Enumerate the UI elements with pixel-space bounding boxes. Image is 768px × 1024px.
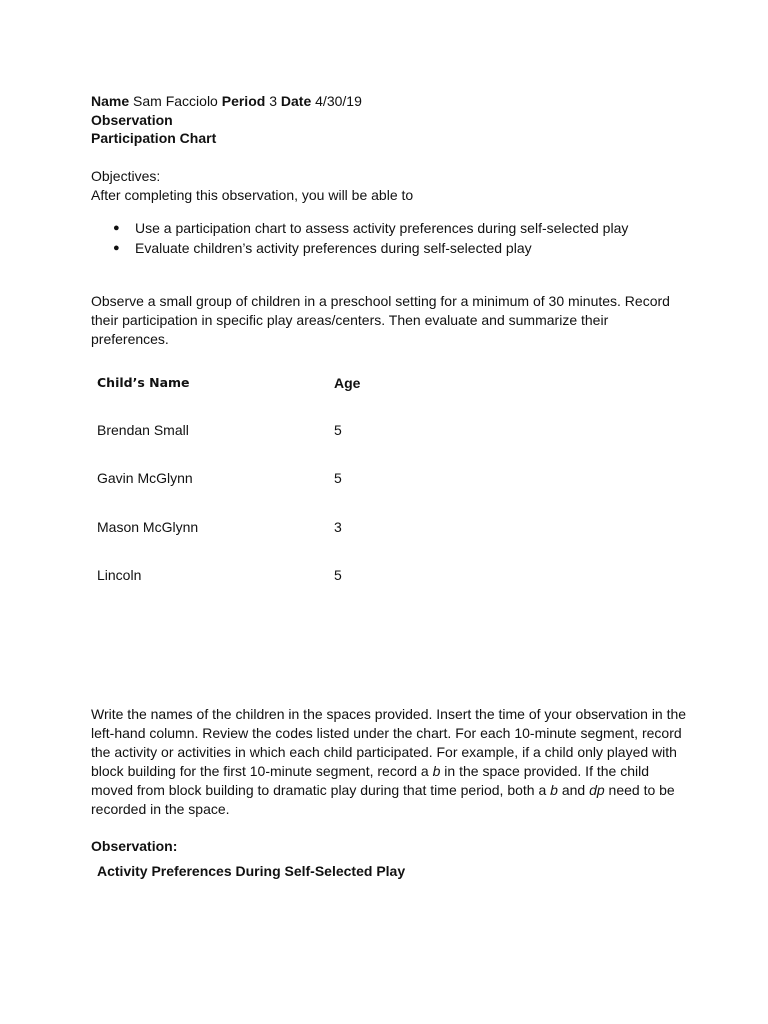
period-label: Period [221, 93, 266, 109]
child-age: 5 [334, 422, 342, 438]
doc-title-line2 [91, 129, 216, 147]
doc-title-line1 [91, 111, 173, 129]
bullet-icon: ● [113, 222, 120, 234]
text-run: need to be [604, 782, 675, 798]
child-age: 3 [334, 519, 342, 535]
objectives-intro: After completing this observation, you will be able to [91, 187, 414, 203]
name-value: Sam Facciolo [133, 93, 218, 109]
code-dp: dp [589, 782, 605, 798]
observation-heading-text: Observation: [91, 838, 178, 854]
child-age: 5 [334, 567, 342, 583]
name-label: Name [91, 93, 130, 109]
bullet-icon: ● [113, 242, 120, 254]
period-value: 3 [269, 93, 277, 109]
paragraph-line: the activity or activities in which each child participated. For example, if a child only played with [91, 744, 677, 760]
paragraph-line [91, 762, 691, 781]
paragraph-line: Write the names of the children in the spaces provided. Insert the time of your observation in the [91, 706, 687, 722]
text-run: moved from block building to dramatic play during that time period, both a [91, 782, 551, 798]
child-name: Gavin McGlynn [97, 470, 193, 486]
doc-title-participation-chart: Participation Chart [91, 130, 217, 146]
text-run: in the space provided. If the child [440, 763, 649, 779]
paragraph-line: recorded in the space. [91, 801, 230, 817]
column-header-age: Age [334, 375, 361, 391]
child-name: Lincoln [97, 567, 142, 583]
objective-text: Use a participation chart to assess activity preferences during self-selected play [135, 220, 629, 236]
column-header-name: Child’s Name [97, 375, 190, 390]
text-run: and [557, 782, 590, 798]
date-label: Date [280, 93, 312, 109]
paragraph-line: their participation in specific play areas/centers. Then evaluate and summarize their [91, 312, 609, 328]
observation-heading [91, 837, 177, 855]
paragraph-line: Observe a small group of children in a preschool setting for a minimum of 30 minutes. Record [91, 293, 670, 309]
header-line [91, 92, 362, 110]
code-b: b [432, 763, 441, 779]
text-run: block building for the first 10-minute segment, record a [91, 763, 433, 779]
observation-subheading [97, 862, 405, 880]
directions-paragraph [91, 705, 691, 819]
objectives-heading: Objectives: [91, 168, 161, 184]
instructions-paragraph [91, 292, 691, 349]
observation-subheading-text: Activity Preferences During Self-Selected Play [97, 863, 406, 879]
code-b: b [550, 782, 558, 798]
paragraph-line: preferences. [91, 331, 169, 347]
child-age: 5 [334, 470, 342, 486]
paragraph-line: left-hand column. Review the codes listed under the chart. For each 10-minute segment, record [91, 725, 682, 741]
date-value: 4/30/19 [315, 93, 362, 109]
child-name: Mason McGlynn [97, 519, 199, 535]
objective-text: Evaluate children’s activity preferences during self-selected play [135, 240, 532, 256]
child-name: Brendan Small [97, 422, 189, 438]
paragraph-line [91, 781, 691, 800]
doc-title-observation: Observation [91, 112, 173, 128]
